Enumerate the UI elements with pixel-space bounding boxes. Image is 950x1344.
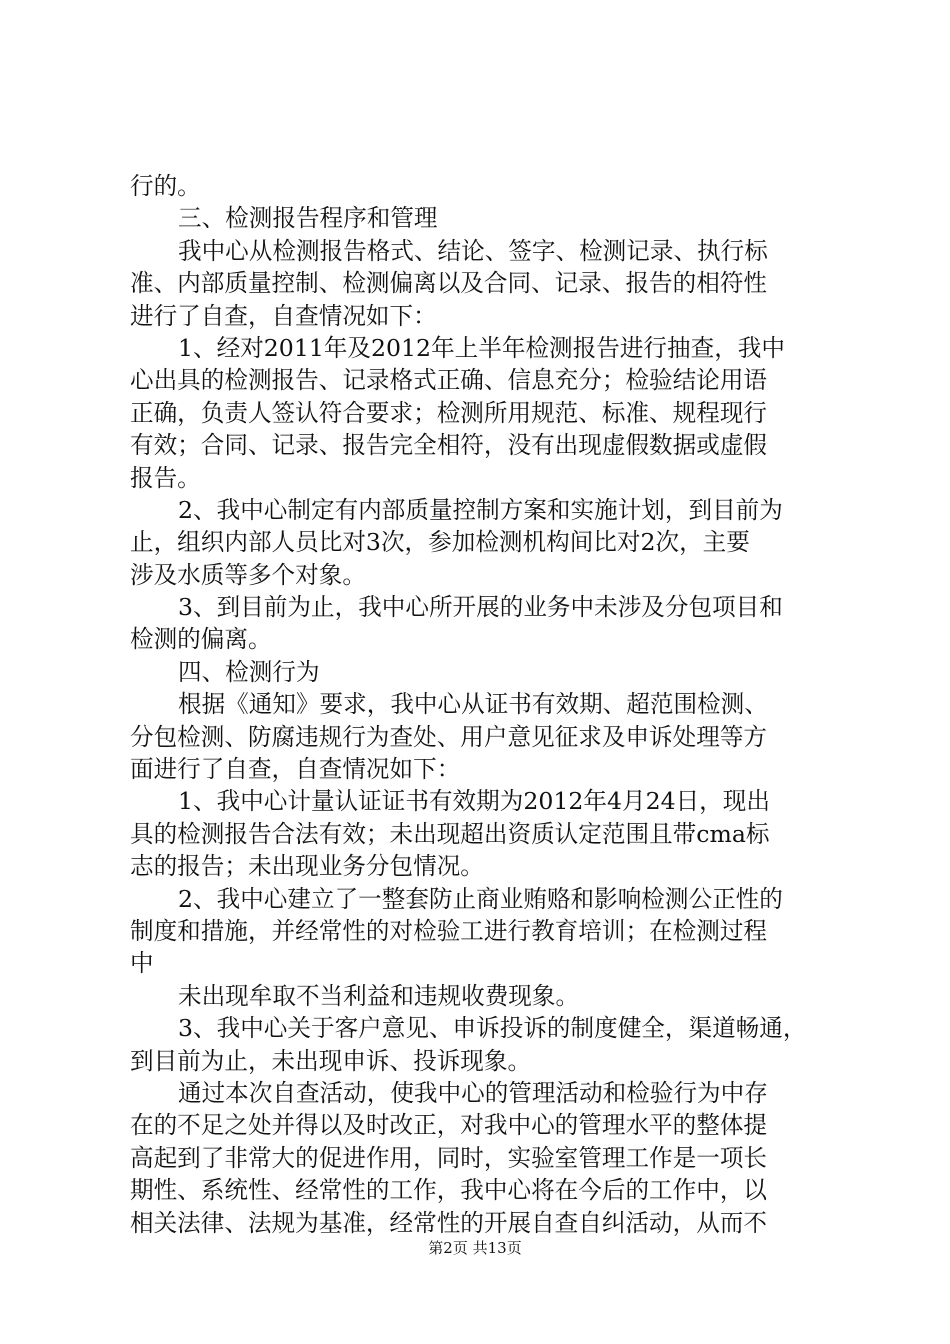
text-line: 2、我中心制定有内部质量控制方案和实施计划，到目前为 (178, 495, 783, 524)
text-line: 止，组织内部人员比对3次，参加检测机构间比对2次，主要 (130, 528, 750, 557)
text-line: 具的检测报告合法有效；未出现超出资质认定范围且带cma标 (130, 819, 770, 848)
text-line: 2、我中心建立了一整套防止商业贿赂和影响检测公正性的 (178, 884, 783, 913)
text-line: 3、到目前为止，我中心所开展的业务中未涉及分包项目和 (178, 593, 783, 622)
text-line: 高起到了非常大的促进作用，同时，实验室管理工作是一项长 (130, 1143, 768, 1172)
text-line: 3、我中心关于客户意见、申诉投诉的制度健全，渠道畅通， (178, 1014, 807, 1043)
document-body (130, 170, 830, 1239)
text-line: 1、我中心计量认证证书有效期为2012年4月24日，现出 (178, 787, 770, 816)
text-line: 未出现牟取不当利益和违规收费现象。 (178, 981, 580, 1010)
page-number-footer: 第2页 共13页 (428, 1239, 522, 1257)
text-line: 进行了自查，自查情况如下： (130, 301, 437, 330)
text-line: 通过本次自查活动，使我中心的管理活动和检验行为中存 (178, 1078, 768, 1107)
text-line: 在的不足之处并得以及时改正，对我中心的管理水平的整体提 (130, 1111, 768, 1140)
text-line: 期性、系统性、经常性的工作，我中心将在今后的工作中，以 (130, 1176, 768, 1205)
text-line: 行的。 (130, 172, 201, 200)
text-line: 制度和措施，并经常性的对检验工进行教育培训；在检测过程 (130, 916, 768, 945)
text-line: 根据《通知》要求，我中心从证书有效期、超范围检测、 (178, 690, 768, 719)
text-line: 准、内部质量控制、检测偏离以及合同、记录、报告的相符性 (130, 269, 768, 298)
text-line: 涉及水质等多个对象。 (130, 560, 366, 589)
text-line: 中 (130, 949, 154, 978)
text-line: 我中心从检测报告格式、结论、签字、检测记录、执行标 (178, 236, 768, 265)
text-line: 到目前为止，未出现申诉、投诉现象。 (130, 1046, 532, 1075)
text-line: 1、经对2011年及2012年上半年检测报告进行抽查，我中 (178, 333, 785, 362)
text-line: 有效；合同、记录、报告完全相符，没有出现虚假数据或虚假 (130, 431, 768, 460)
section-heading: 四、检测行为 (178, 657, 320, 686)
text-line: 志的报告；未出现业务分包情况。 (130, 852, 484, 881)
text-line: 检测的偏离。 (130, 625, 272, 654)
text-line: 报告。 (130, 463, 201, 492)
text-line: 分包检测、防腐违规行为查处、用户意见征求及申诉处理等方 (130, 722, 768, 751)
text-line: 正确，负责人签认符合要求；检测所用规范、标准、规程现行 (130, 398, 768, 427)
text-line: 面进行了自查，自查情况如下： (130, 755, 461, 784)
text-line: 心出具的检测报告、记录格式正确、信息充分；检验结论用语 (130, 366, 768, 395)
text-line: 相关法律、法规为基准，经常性的开展自查自纠活动，从而不 (130, 1208, 768, 1237)
section-heading: 三、检测报告程序和管理 (178, 204, 438, 233)
